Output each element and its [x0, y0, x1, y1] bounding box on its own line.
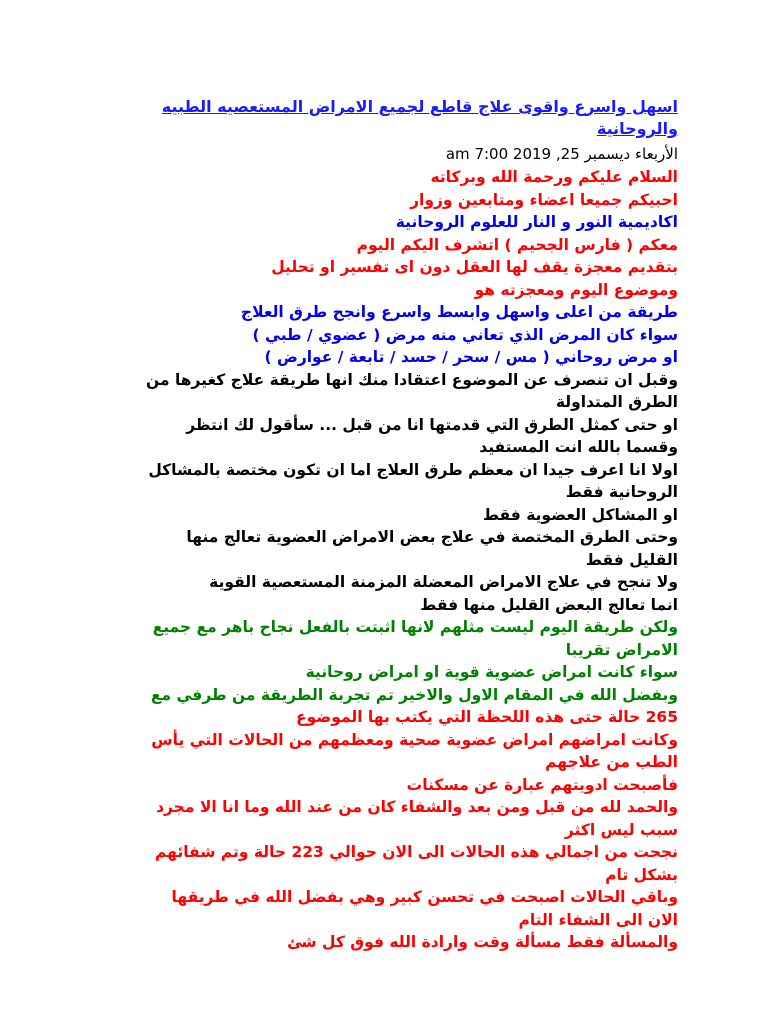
post-line: وحتى الطرق المختصة في علاج بعض الامراض العضوية تعالج منها [186, 528, 678, 546]
post-line: طريقة من اعلى واسهل وابسط واسرع وانجح طرق العلاج [240, 303, 678, 321]
post-line: فأصبحت ادويتهم عبارة عن مسكنات [406, 775, 678, 794]
post-line: انما تعالج البعض القليل منها فقط [420, 595, 678, 614]
post-line: ولكن طريقة اليوم ليست مثلهم لانها اثبتت بالفعل نجاح باهر مع جميع [152, 618, 678, 636]
post-line: سواء كان المرض الذي تعاني منه مرض ( عضوي / طبي ) [252, 325, 678, 344]
post-body [88, 166, 678, 954]
post-line: الان الى الشفاء التام [518, 910, 678, 929]
post-line: 265 حالة حتى هذه اللحظة التي يكتب بها الموضوع [295, 708, 678, 726]
post-line: نجحت من اجمالي هذه الحالات الى الان حوالي 223 حالة وتم شفائهم [155, 843, 678, 861]
post-line: وقبل ان تنصرف عن الموضوع اعتقادا منك انها طريقة علاج كغيرها من [146, 370, 678, 389]
post-line: احبيكم جميعا اعضاء ومتابعين وزوار [410, 190, 678, 209]
post-line: القليل فقط [585, 550, 678, 569]
post-line: او مرض روحاني ( مس / سحر / حسد / تابعة / عوارض ) [264, 348, 678, 366]
post-line: سواء كانت امراض عضوية قوية او امراض روحانية [305, 663, 678, 681]
post-line: وقسما بالله انت المستفيد [479, 438, 678, 456]
post-line: وباقي الحالات اصبحت في تحسن كبير وهي بفضل الله في طريقها [171, 888, 678, 906]
post-line: الامراض تقريبا [565, 640, 678, 659]
post-line: بشكل تام [605, 865, 678, 884]
post-line: والمسألة فقط مسألة وقت وارادة الله فوق كل شئ [287, 933, 678, 951]
post-line: الطب من علاجهم [545, 753, 678, 771]
post-line: ولا تنجح في علاج الامراض المعضلة المزمنة المستعصية القوية [209, 573, 678, 591]
post-line: وبفضل الله في المقام الاول والاخير تم تجربة الطريقة من طرفي مع [150, 685, 678, 704]
post-line: وكانت امراضهم امراض عضوية صحية ومعظمهم من الحالات التي يأس [151, 730, 678, 749]
post-line: الروحانية فقط [565, 483, 678, 501]
post-date: الأربعاء ديسمبر 25, 2019 7:00 am [445, 145, 678, 163]
post [88, 96, 678, 954]
post-line: او المشاكل العضوية فقط [482, 505, 678, 524]
post-line: الطرق المتداولة [555, 393, 678, 411]
post-line: سبب ليس اكثر [564, 820, 678, 839]
post-line: وموضوع اليوم ومعجزته هو [474, 280, 678, 299]
post-line: بتقديم معجزة يقف لها العقل دون اى تفسير او تحليل [271, 258, 678, 276]
post-line: اكاديمية النور و النار للعلوم الروحانية [395, 213, 678, 231]
post-line: والحمد لله من قبل ومن بعد والشفاء كان من عند الله وما انا الا مجرد [156, 798, 678, 816]
post-line: اولا انا اعرف جيدا ان معظم طرق العلاج اما ان تكون مختصة بالمشاكل [148, 460, 678, 479]
post-line: السلام عليكم ورحمة الله وبركاته [430, 168, 678, 186]
post-line: معكم ( فارس الجحيم ) اتشرف اليكم اليوم [356, 235, 678, 254]
post-title-link[interactable]: اسهل واسرع واقوى علاج قاطع لجميع الامراض المستعصيه الطبيه والروحانية [161, 97, 678, 138]
post-line: او حتى كمثل الطرق التي قدمتها انا من قبل ... سأقول لك انتظر [186, 415, 678, 434]
